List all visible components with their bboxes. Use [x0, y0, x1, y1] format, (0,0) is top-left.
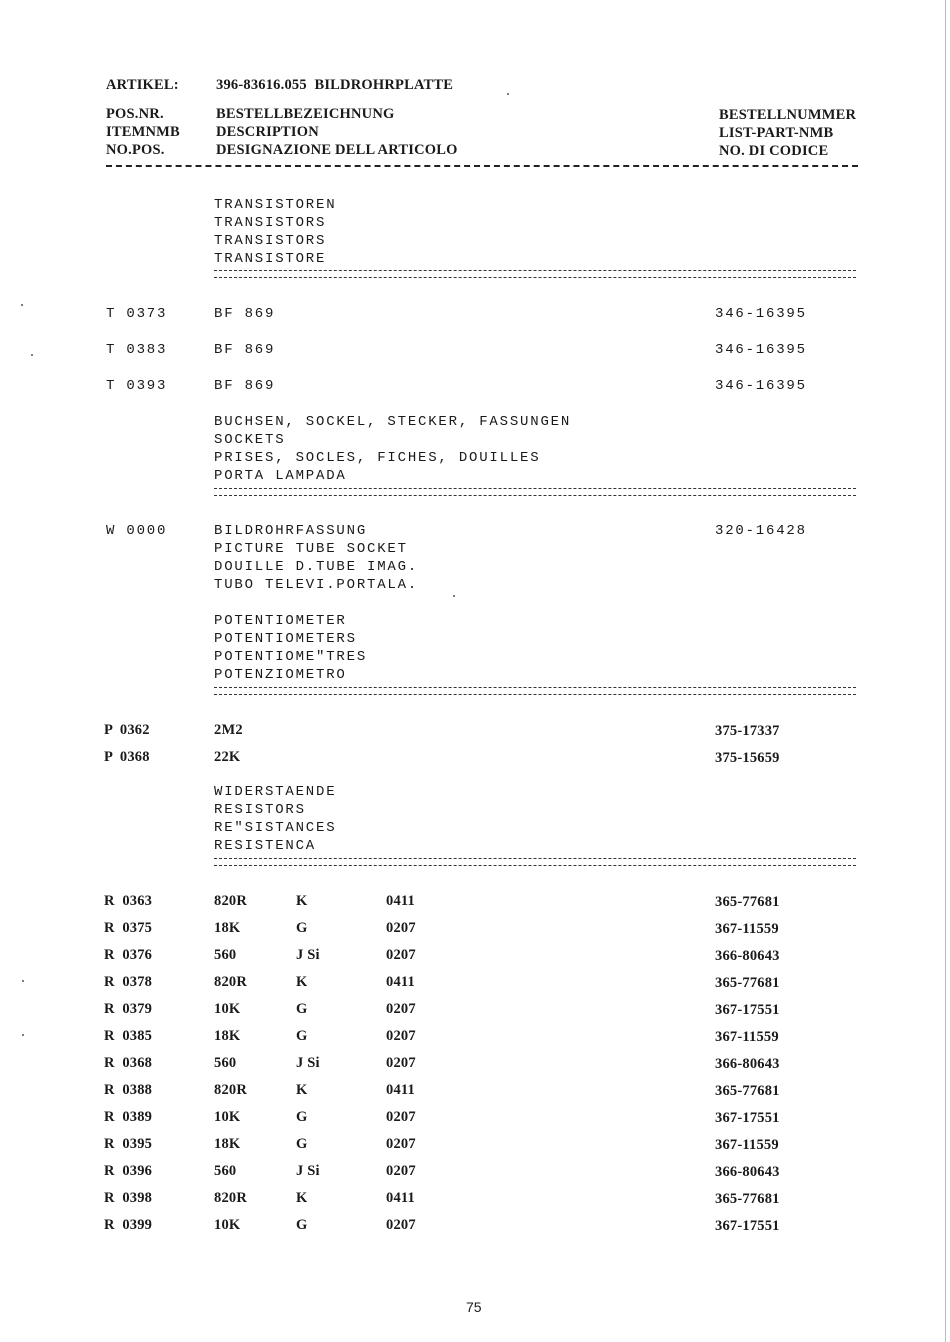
- resistor-code: 367-11559: [715, 1137, 779, 1153]
- section-title-line2: POTENTIOMETERS: [214, 631, 357, 647]
- resistor-tolerance: J Si: [296, 947, 320, 963]
- transistor-desc: BF 869: [214, 342, 276, 358]
- transistor-desc: BF 869: [214, 378, 276, 394]
- section-title-line1: BUCHSEN, SOCKEL, STECKER, FASSUNGEN: [214, 414, 572, 430]
- resistor-size: 0411: [386, 974, 415, 990]
- resistor-size: 0207: [386, 1163, 416, 1179]
- resistor-code: 367-17551: [715, 1110, 780, 1126]
- resistor-code: 365-77681: [715, 1083, 780, 1099]
- resistor-tolerance: G: [296, 1217, 308, 1233]
- header-divider: [106, 165, 858, 167]
- resistor-value: 10K: [214, 1217, 241, 1233]
- section-title-line2: TRANSISTORS: [214, 215, 327, 231]
- resistor-size: 0207: [386, 1109, 416, 1125]
- transistor-code: 346-16395: [715, 342, 807, 358]
- socket-desc-line4: TUBO TELEVI.PORTALA.: [214, 577, 419, 593]
- resistor-size: 0207: [386, 1136, 416, 1152]
- section-divider: [214, 488, 856, 496]
- potentiometer-desc: 22K: [214, 749, 241, 765]
- resistor-value: 10K: [214, 1109, 241, 1125]
- resistor-size: 0207: [386, 947, 416, 963]
- resistor-size: 0207: [386, 1001, 416, 1017]
- section-title-line3: POTENTIOME"TRES: [214, 649, 368, 665]
- resistor-tolerance: G: [296, 1001, 308, 1017]
- resistor-tolerance: J Si: [296, 1055, 320, 1071]
- section-divider: [214, 858, 856, 866]
- scan-speck: [21, 304, 23, 306]
- header-col3-line2: LIST-PART-NMB: [719, 125, 834, 141]
- potentiometer-pos: P 0362: [104, 722, 150, 738]
- resistor-pos: R 0398: [104, 1190, 153, 1206]
- header-col1-line1: POS.NR.: [106, 106, 164, 122]
- resistor-value: 820R: [214, 974, 248, 990]
- article-label: ARTIKEL:: [106, 77, 179, 93]
- resistor-code: 366-80643: [715, 1164, 780, 1180]
- resistor-pos: R 0399: [104, 1217, 153, 1233]
- scan-speck: [453, 595, 455, 597]
- resistor-pos: R 0388: [104, 1082, 153, 1098]
- resistor-code: 367-17551: [715, 1002, 780, 1018]
- potentiometer-code: 375-17337: [715, 723, 780, 739]
- resistor-pos: R 0389: [104, 1109, 153, 1125]
- section-title-line4: TRANSISTORE: [214, 251, 327, 267]
- resistor-size: 0207: [386, 1028, 416, 1044]
- section-title-line4: RESISTENCA: [214, 838, 317, 854]
- resistor-value: 820R: [214, 1190, 248, 1206]
- resistor-tolerance: K: [296, 1082, 308, 1098]
- socket-desc-line3: DOUILLE D.TUBE IMAG.: [214, 559, 419, 575]
- transistor-code: 346-16395: [715, 306, 807, 322]
- resistor-size: 0411: [386, 893, 415, 909]
- resistor-pos: R 0368: [104, 1055, 153, 1071]
- resistor-value: 18K: [214, 1136, 241, 1152]
- resistor-size: 0411: [386, 1082, 415, 1098]
- header-col2-line1: BESTELLBEZEICHNUNG: [216, 106, 395, 122]
- socket-desc-line1: BILDROHRFASSUNG: [214, 523, 368, 539]
- resistor-tolerance: G: [296, 1028, 308, 1044]
- section-title-line1: POTENTIOMETER: [214, 613, 347, 629]
- resistor-tolerance: G: [296, 1109, 308, 1125]
- resistor-code: 365-77681: [715, 1191, 780, 1207]
- resistor-size: 0411: [386, 1190, 415, 1206]
- header-col1-line2: ITEMNMB: [106, 124, 180, 140]
- transistor-pos: T 0383: [106, 342, 168, 358]
- resistor-value: 820R: [214, 1082, 248, 1098]
- resistor-value: 820R: [214, 893, 248, 909]
- section-title-line2: RESISTORS: [214, 802, 306, 818]
- section-title-line1: WIDERSTAENDE: [214, 784, 337, 800]
- resistor-pos: R 0385: [104, 1028, 153, 1044]
- section-title-line1: TRANSISTOREN: [214, 197, 337, 213]
- section-title-line2: SOCKETS: [214, 432, 286, 448]
- resistor-size: 0207: [386, 1055, 416, 1071]
- resistor-code: 366-80643: [715, 1056, 780, 1072]
- transistor-pos: T 0373: [106, 306, 168, 322]
- socket-pos: W 0000: [106, 523, 168, 539]
- resistor-pos: R 0375: [104, 920, 153, 936]
- resistor-tolerance: J Si: [296, 1163, 320, 1179]
- resistor-value: 560: [214, 1163, 237, 1179]
- resistor-code: 367-11559: [715, 921, 779, 937]
- resistor-pos: R 0378: [104, 974, 153, 990]
- resistor-code: 367-11559: [715, 1029, 779, 1045]
- resistor-code: 365-77681: [715, 894, 780, 910]
- section-divider: [214, 687, 856, 695]
- resistor-code: 366-80643: [715, 948, 780, 964]
- scan-speck: [31, 354, 33, 356]
- section-title-line3: RE"SISTANCES: [214, 820, 337, 836]
- resistor-value: 18K: [214, 920, 241, 936]
- scan-speck: [507, 93, 509, 95]
- transistor-code: 346-16395: [715, 378, 807, 394]
- resistor-value: 10K: [214, 1001, 241, 1017]
- resistor-size: 0207: [386, 1217, 416, 1233]
- resistor-tolerance: G: [296, 920, 308, 936]
- resistor-code: 367-17551: [715, 1218, 780, 1234]
- resistor-pos: R 0379: [104, 1001, 153, 1017]
- socket-code: 320-16428: [715, 523, 807, 539]
- scan-edge: [945, 0, 946, 1342]
- transistor-pos: T 0393: [106, 378, 168, 394]
- potentiometer-code: 375-15659: [715, 750, 780, 766]
- resistor-code: 365-77681: [715, 975, 780, 991]
- resistor-pos: R 0363: [104, 893, 153, 909]
- resistor-size: 0207: [386, 920, 416, 936]
- resistor-tolerance: K: [296, 1190, 308, 1206]
- transistor-desc: BF 869: [214, 306, 276, 322]
- section-title-line4: POTENZIOMETRO: [214, 667, 347, 683]
- resistor-tolerance: G: [296, 1136, 308, 1152]
- resistor-tolerance: K: [296, 974, 308, 990]
- page-number: 75: [466, 1299, 482, 1315]
- resistor-pos: R 0376: [104, 947, 153, 963]
- section-title-line3: PRISES, SOCLES, FICHES, DOUILLES: [214, 450, 541, 466]
- section-title-line3: TRANSISTORS: [214, 233, 327, 249]
- resistor-value: 18K: [214, 1028, 241, 1044]
- resistor-tolerance: K: [296, 893, 308, 909]
- scan-speck: [22, 980, 24, 982]
- header-col3-line1: BESTELLNUMMER: [719, 107, 857, 123]
- article-value: 396-83616.055 BILDROHRPLATTE: [216, 77, 454, 93]
- header-col2-line3: DESIGNAZIONE DELL ARTICOLO: [216, 142, 458, 158]
- header-col3-line3: NO. DI CODICE: [719, 143, 829, 159]
- resistor-pos: R 0395: [104, 1136, 153, 1152]
- header-col1-line3: NO.POS.: [106, 142, 165, 158]
- potentiometer-pos: P 0368: [104, 749, 150, 765]
- resistor-value: 560: [214, 947, 237, 963]
- resistor-pos: R 0396: [104, 1163, 153, 1179]
- socket-desc-line2: PICTURE TUBE SOCKET: [214, 541, 408, 557]
- header-col2-line2: DESCRIPTION: [216, 124, 319, 140]
- scan-speck: [22, 1034, 24, 1036]
- potentiometer-desc: 2M2: [214, 722, 243, 738]
- section-title-line4: PORTA LAMPADA: [214, 468, 347, 484]
- section-divider: [214, 270, 856, 278]
- resistor-value: 560: [214, 1055, 237, 1071]
